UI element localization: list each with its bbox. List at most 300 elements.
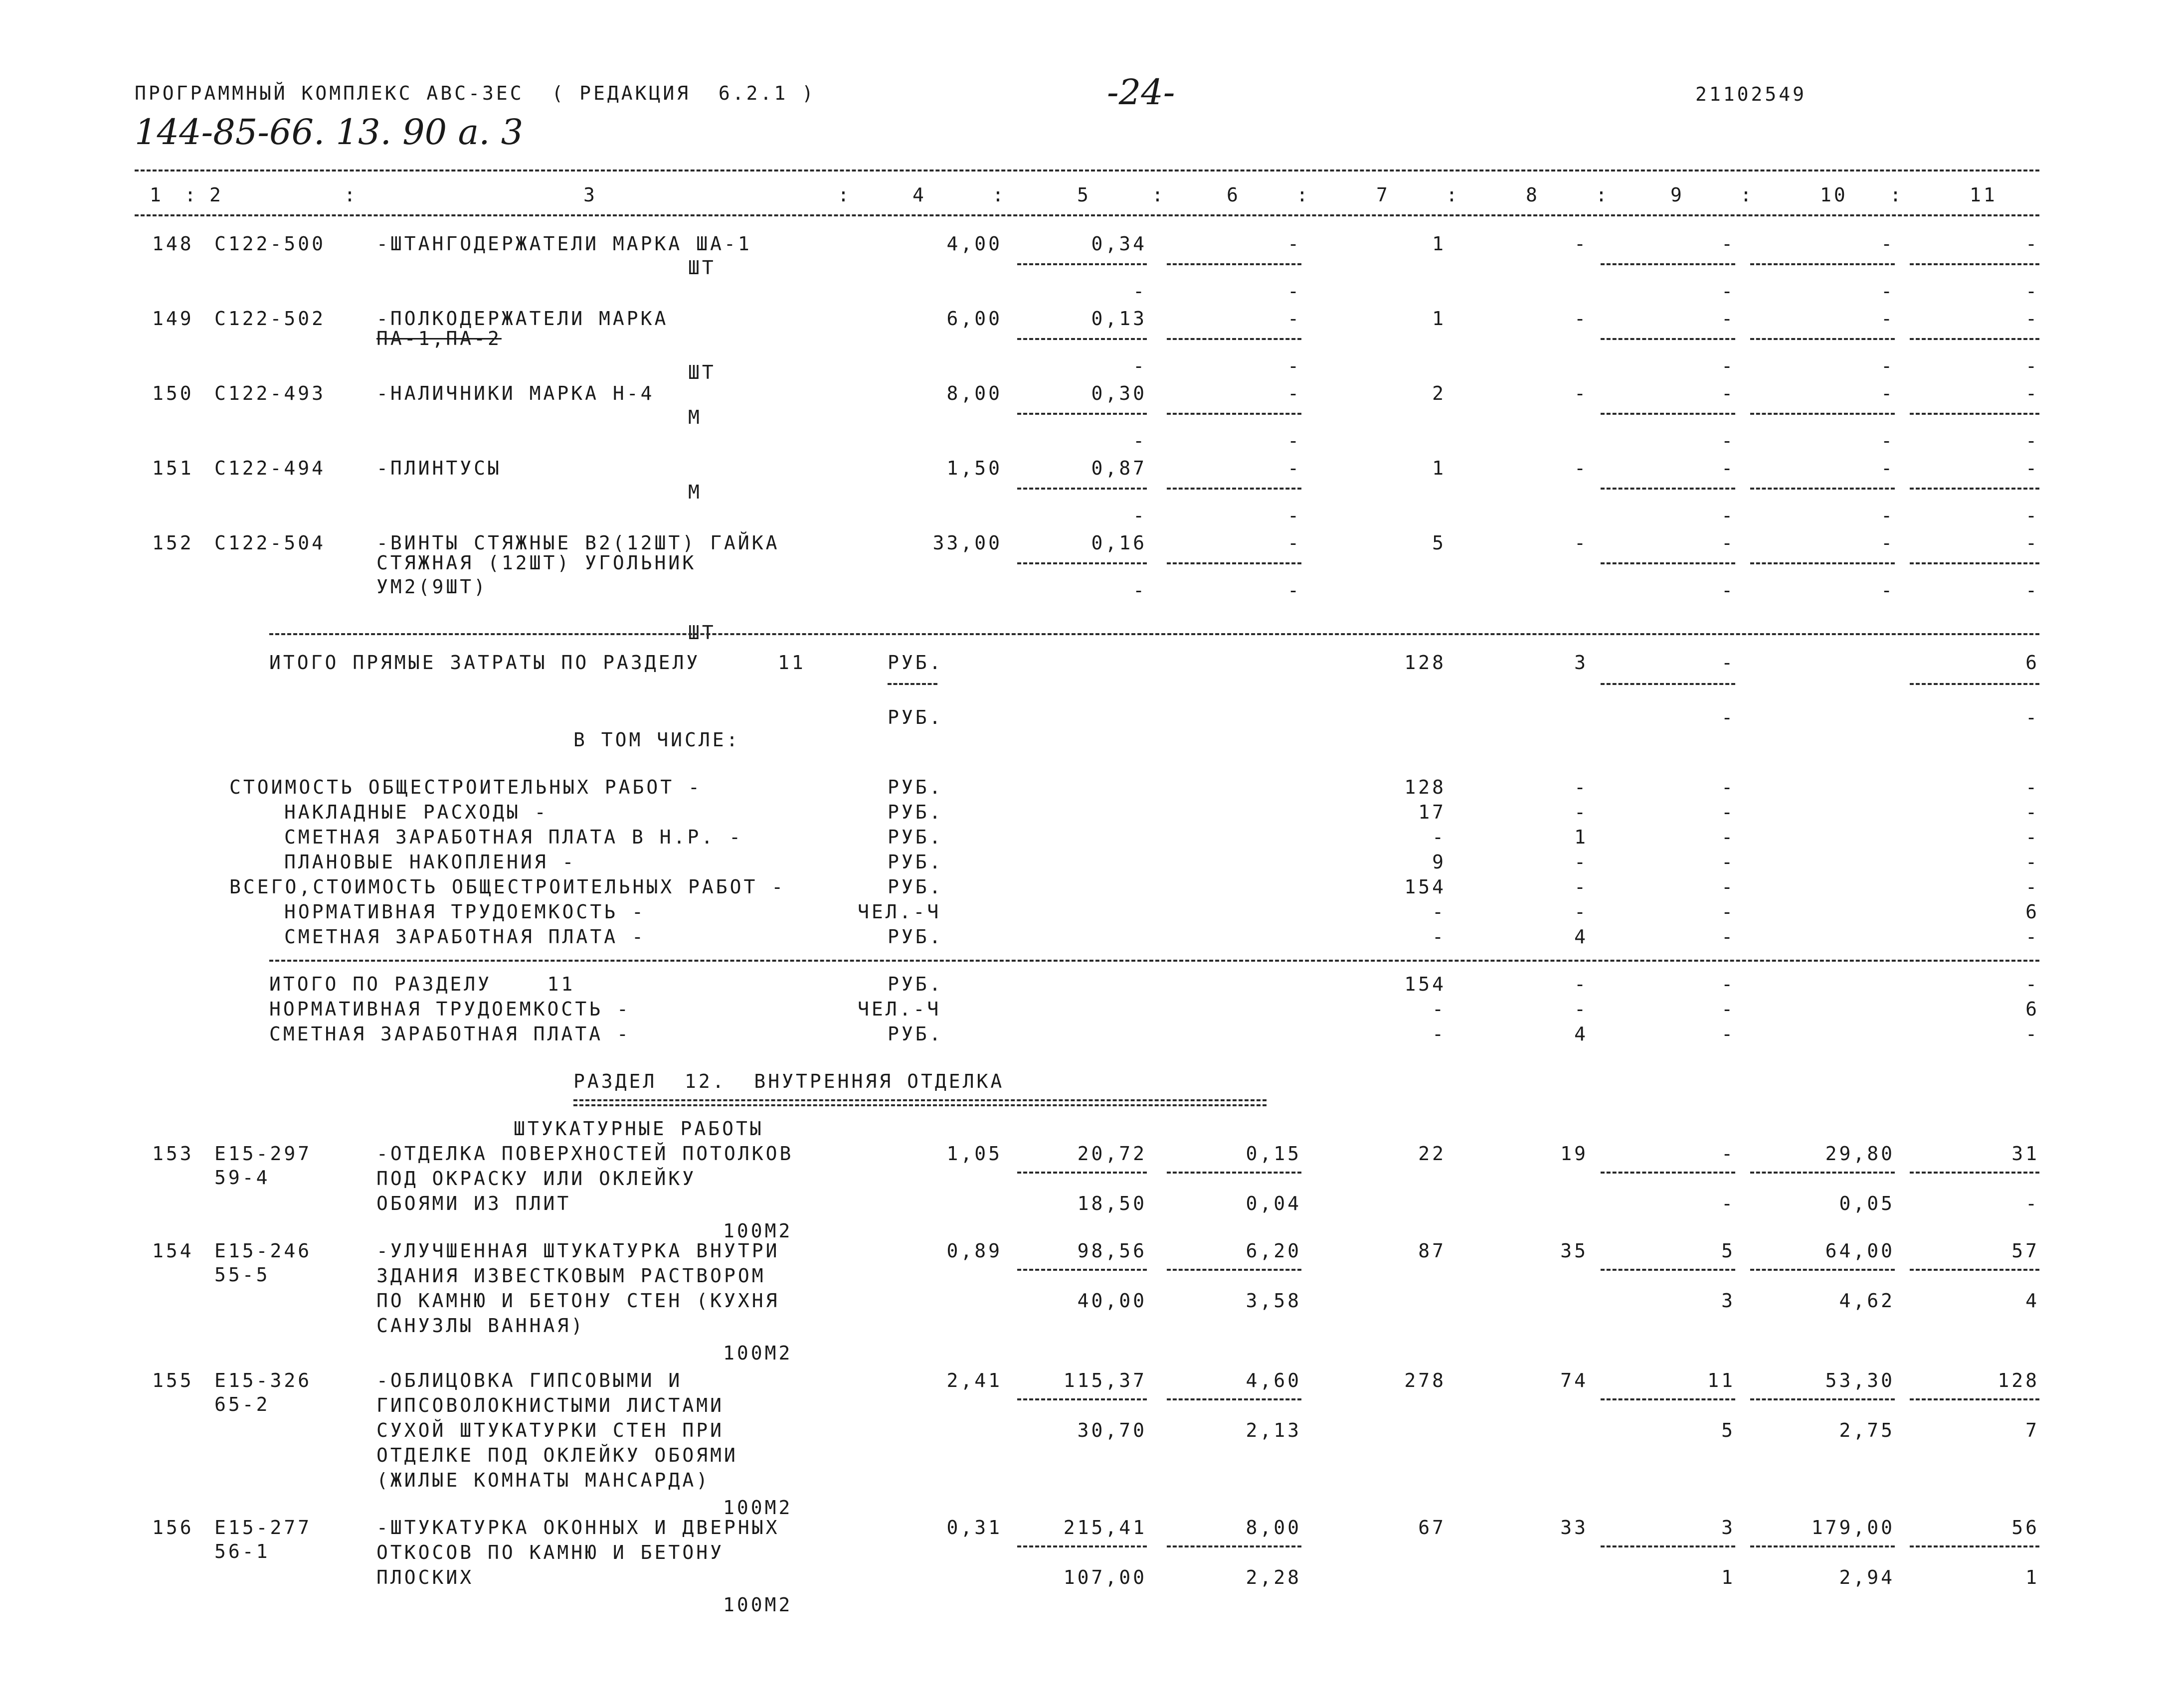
labor-unit: - [1881, 233, 1895, 255]
breakdown-label: СТОИМОСТЬ ОБЩЕСТРОИТЕЛЬНЫХ РАБОТ - [229, 776, 702, 798]
machine-wages-total: 5 [1721, 1419, 1735, 1441]
total-machines: - [1721, 308, 1735, 330]
breakdown-wages: 4 [1574, 926, 1588, 948]
column-separator: : [344, 184, 358, 206]
dashed-rule [135, 170, 2039, 171]
total-cost: 278 [1404, 1369, 1446, 1391]
labor-machinist-unit: - [1881, 430, 1895, 452]
breakdown-total: 154 [1404, 876, 1446, 898]
machine-wages-total: - [1721, 430, 1735, 452]
item-description: -НАЛИЧНИКИ МАРКА Н-4 [376, 382, 655, 404]
column-separator: : [1296, 184, 1310, 206]
dashed-rule [1910, 263, 2039, 265]
column-separator: : [838, 184, 852, 206]
item-description: -УЛУЧШЕННАЯ ШТУКАТУРКА ВНУТРИ [376, 1240, 780, 1262]
section-12-title: РАЗДЕЛ 12. ВНУТРЕННЯЯ ОТДЕЛКА [573, 1070, 1005, 1092]
unit-cost-total: 0,87 [1091, 457, 1147, 479]
dashed-rule [1017, 1269, 1147, 1271]
dashed-rule [1167, 1398, 1301, 1400]
unit-wages: - [1133, 505, 1147, 526]
breakdown-wages: - [1574, 876, 1588, 898]
item-number: 149 [152, 308, 194, 330]
section-total-labor: - [2025, 1023, 2039, 1045]
item-number: 156 [152, 1517, 194, 1538]
item-description: ГИПСОВОЛОКНИСТЫМИ ЛИСТАМИ [376, 1394, 724, 1416]
total-wages: - [1574, 457, 1588, 479]
total-machines: 11 [1707, 1369, 1735, 1391]
item-quantity: 0,31 [946, 1517, 1002, 1538]
labor-machinist-unit: 2,75 [1839, 1419, 1895, 1441]
labor-machinist-unit: - [1881, 355, 1895, 377]
breakdown-wages: - [1574, 776, 1588, 798]
direct-total: 128 [1404, 652, 1446, 674]
breakdown-machines: - [1721, 901, 1735, 923]
breakdown-labor: - [2025, 851, 2039, 873]
breakdown-labor: 6 [2025, 901, 2039, 923]
breakdown-labor: - [2025, 801, 2039, 823]
breakdown-labor: - [2025, 876, 2039, 898]
total-machines: - [1721, 532, 1735, 554]
column-header-1: 1 [150, 184, 164, 206]
breakdown-machines: - [1721, 851, 1735, 873]
labor-machinist-unit: 4,62 [1839, 1290, 1895, 1312]
breakdown-label: ВСЕГО,СТОИМОСТЬ ОБЩЕСТРОИТЕЛЬНЫХ РАБОТ - [229, 876, 786, 898]
labor-unit: 29,80 [1825, 1143, 1895, 1165]
section-total-cost: 154 [1404, 973, 1446, 995]
column-separator: : [1446, 184, 1460, 206]
dashed-rule [1167, 263, 1301, 265]
handwritten-reference: 144-85-66. 13. 90 а. 3 [135, 112, 524, 153]
breakdown-total: 128 [1404, 776, 1446, 798]
breakdown-unit: РУБ. [888, 851, 943, 873]
dashed-rule [1601, 562, 1735, 564]
labor-unit: - [1881, 532, 1895, 554]
section-12-subtitle: ШТУКАТУРНЫЕ РАБОТЫ [514, 1118, 764, 1140]
column-separator: : [184, 184, 198, 206]
column-header-7: 7 [1376, 184, 1390, 206]
unit-machine-wages: - [1287, 280, 1301, 302]
labor-total: 31 [2011, 1143, 2039, 1165]
section-total-wages: - [1574, 998, 1588, 1020]
breakdown-labor: - [2025, 776, 2039, 798]
section-total-machines: - [1721, 1023, 1735, 1045]
labor-unit: - [1881, 308, 1895, 330]
breakdown-label: СМЕТНАЯ ЗАРАБОТНАЯ ПЛАТА - [284, 926, 646, 948]
total-cost: 1 [1432, 233, 1446, 255]
labor-machinist-total: - [2025, 1193, 2039, 1214]
item-description: (ЖИЛЫЕ КОМНАТЫ МАНСАРДА) [376, 1469, 711, 1491]
unit-cost-machines: - [1287, 382, 1301, 404]
section-total-cost: - [1432, 998, 1446, 1020]
total-wages: 35 [1560, 1240, 1588, 1262]
unit-cost-total: 115,37 [1063, 1369, 1147, 1391]
item-code: Е15-246 [214, 1240, 312, 1262]
unit-machine-wages: 3,58 [1246, 1290, 1301, 1312]
dashed-rule [1167, 1545, 1301, 1547]
breakdown-machines: - [1721, 926, 1735, 948]
currency-unit: РУБ. [888, 706, 943, 728]
unit-machine-wages: 2,13 [1246, 1419, 1301, 1441]
item-description: ПЛОСКИХ [376, 1566, 474, 1588]
section-total-unit: ЧЕЛ.-Ч [858, 998, 941, 1020]
breakdown-label: СМЕТНАЯ ЗАРАБОТНАЯ ПЛАТА В Н.Р. - [284, 826, 743, 848]
unit-cost-machines: 4,60 [1246, 1369, 1301, 1391]
total-cost: 22 [1418, 1143, 1446, 1165]
dashed-rule [1910, 338, 2039, 340]
dashed-rule [1750, 263, 1895, 265]
dashed-rule [1017, 562, 1147, 564]
item-unit: 100М2 [723, 1220, 793, 1242]
item-unit: М [688, 481, 702, 503]
item-unit: ШТ [688, 361, 716, 383]
dashed-rule [1601, 1545, 1735, 1547]
breakdown-wages: 1 [1574, 826, 1588, 848]
unit-cost-machines: - [1287, 532, 1301, 554]
breakdown-machines: - [1721, 826, 1735, 848]
unit-wages: - [1133, 355, 1147, 377]
item-description: САНУЗЛЫ ВАННАЯ) [376, 1315, 585, 1337]
dashed-rule [1167, 1172, 1301, 1174]
breakdown-unit: РУБ. [888, 826, 943, 848]
item-quantity: 6,00 [946, 308, 1002, 330]
total-cost: 87 [1418, 1240, 1446, 1262]
item-code-secondary: 55-5 [214, 1264, 270, 1286]
total-wages: - [1574, 308, 1588, 330]
labor-machinist-unit: - [1881, 579, 1895, 601]
labor-total: 57 [2011, 1240, 2039, 1262]
column-header-6: 6 [1227, 184, 1241, 206]
column-separator: : [1596, 184, 1610, 206]
dashed-rule [1910, 1172, 2039, 1174]
breakdown-total: - [1432, 901, 1446, 923]
dashed-rule [1601, 263, 1735, 265]
program-title: ПРОГРАММНЫЙ КОМПЛЕКС АВС-ЗЕС ( РЕДАКЦИЯ 6.2.1 ) [135, 82, 816, 104]
dashed-rule [1750, 338, 1895, 340]
item-number: 154 [152, 1240, 194, 1262]
unit-cost-machines: - [1287, 457, 1301, 479]
total-wages: - [1574, 382, 1588, 404]
labor-total: - [2025, 382, 2039, 404]
labor-machinist-unit: - [1881, 280, 1895, 302]
dashed-rule [1601, 1398, 1735, 1400]
item-number: 152 [152, 532, 194, 554]
column-header-8: 8 [1526, 184, 1540, 206]
item-code: Е15-297 [214, 1143, 312, 1165]
dashed-rule [573, 1099, 1267, 1101]
unit-cost-machines: - [1287, 233, 1301, 255]
dashed-rule [269, 633, 2039, 635]
item-number: 155 [152, 1369, 194, 1391]
unit-wages: 40,00 [1077, 1290, 1147, 1312]
breakdown-wages: - [1574, 901, 1588, 923]
breakdown-unit: РУБ. [888, 776, 943, 798]
dashed-rule [1750, 488, 1895, 490]
labor-total: - [2025, 233, 2039, 255]
dashed-rule [1167, 488, 1301, 490]
unit-cost-total: 98,56 [1077, 1240, 1147, 1262]
total-cost: 67 [1418, 1517, 1446, 1538]
labor-unit: 179,00 [1811, 1517, 1895, 1538]
item-code-secondary: 56-1 [214, 1540, 270, 1562]
unit-wages: - [1133, 579, 1147, 601]
item-unit: ШТ [688, 622, 716, 644]
unit-cost-total: 0,30 [1091, 382, 1147, 404]
direct-machine-wages: - [1721, 706, 1735, 728]
breakdown-total: 9 [1432, 851, 1446, 873]
breakdown-machines: - [1721, 776, 1735, 798]
item-code-secondary: 65-2 [214, 1393, 270, 1415]
direct-labor: 6 [2025, 652, 2039, 674]
item-quantity: 4,00 [946, 233, 1002, 255]
dashed-rule [135, 214, 2039, 216]
dashed-rule [1910, 1545, 2039, 1547]
section-total-cost: - [1432, 1023, 1446, 1045]
total-machines: 3 [1721, 1517, 1735, 1538]
dashed-rule [1167, 562, 1301, 564]
item-code: С122-493 [214, 382, 326, 404]
item-description: СТЯЖНАЯ (12ШТ) УГОЛЬНИК [376, 552, 697, 574]
breakdown-total: - [1432, 826, 1446, 848]
dashed-rule [1601, 683, 1735, 685]
direct-wages: 3 [1574, 652, 1588, 674]
item-description: -ШТУКАТУРКА ОКОННЫХ И ДВЕРНЫХ [376, 1517, 780, 1538]
item-description: ОТДЕЛКЕ ПОД ОКЛЕЙКУ ОБОЯМИ [376, 1444, 738, 1466]
direct-costs-label: ИТОГО ПРЯМЫЕ ЗАТРАТЫ ПО РАЗДЕЛУ [269, 652, 701, 674]
breakdown-label: ПЛАНОВЫЕ НАКОПЛЕНИЯ - [284, 851, 576, 873]
labor-machinist-unit: - [1881, 505, 1895, 526]
labor-machinist-total: 1 [2025, 1566, 2039, 1588]
total-machines: - [1721, 382, 1735, 404]
dashed-rule [888, 683, 937, 685]
section-total-unit: РУБ. [888, 1023, 943, 1045]
dashed-rule [573, 1104, 1267, 1106]
unit-cost-machines: - [1287, 308, 1301, 330]
dashed-rule [1601, 488, 1735, 490]
item-description: ОБОЯМИ ИЗ ПЛИТ [376, 1193, 571, 1214]
unit-wages: 107,00 [1063, 1566, 1147, 1588]
labor-unit: - [1881, 382, 1895, 404]
total-wages: 19 [1560, 1143, 1588, 1165]
item-quantity: 1,50 [946, 457, 1002, 479]
item-unit: 100М2 [723, 1342, 793, 1364]
dashed-rule [1910, 413, 2039, 415]
breakdown-labor: - [2025, 826, 2039, 848]
dashed-rule [1167, 1269, 1301, 1271]
section-total-wages: - [1574, 973, 1588, 995]
labor-unit: - [1881, 457, 1895, 479]
labor-machinist-total: - [2025, 505, 2039, 526]
unit-wages: - [1133, 430, 1147, 452]
column-separator: : [1152, 184, 1166, 206]
labor-machinist-total: - [2025, 430, 2039, 452]
dashed-rule [1601, 1172, 1735, 1174]
dashed-rule [1017, 413, 1147, 415]
section-total-label: СМЕТНАЯ ЗАРАБОТНАЯ ПЛАТА - [269, 1023, 631, 1045]
item-description: ПОД ОКРАСКУ ИЛИ ОКЛЕЙКУ [376, 1168, 697, 1190]
column-header-2: 2 [209, 184, 223, 206]
dashed-rule [1017, 338, 1147, 340]
unit-cost-machines: 6,20 [1246, 1240, 1301, 1262]
unit-cost-machines: 0,15 [1246, 1143, 1301, 1165]
unit-cost-total: 20,72 [1077, 1143, 1147, 1165]
item-description: -ШТАНГОДЕРЖАТЕЛИ МАРКА ША-1 [376, 233, 752, 255]
total-wages: - [1574, 233, 1588, 255]
machine-wages-total: 1 [1721, 1566, 1735, 1588]
labor-machinist-total: - [2025, 579, 2039, 601]
column-header-10: 10 [1820, 184, 1848, 206]
total-wages: 33 [1560, 1517, 1588, 1538]
unit-wages: - [1133, 280, 1147, 302]
labor-machinist-total: 7 [2025, 1419, 2039, 1441]
dashed-rule [1601, 413, 1735, 415]
total-cost: 5 [1432, 532, 1446, 554]
section-total-label: ИТОГО ПО РАЗДЕЛУ 11 [269, 973, 575, 995]
item-description: ОТКОСОВ ПО КАМНЮ И БЕТОНУ [376, 1541, 724, 1563]
breakdown-wages: - [1574, 851, 1588, 873]
breakdown-unit: РУБ. [888, 926, 943, 948]
column-header-9: 9 [1670, 184, 1684, 206]
dashed-rule [1910, 488, 2039, 490]
labor-unit: 53,30 [1825, 1369, 1895, 1391]
item-description: СУХОЙ ШТУКАТУРКИ СТЕН ПРИ [376, 1419, 724, 1441]
dashed-rule [1017, 263, 1147, 265]
item-unit: М [688, 406, 702, 428]
item-description: ПО КАМНЮ И БЕТОНУ СТЕН (КУХНЯ [376, 1290, 780, 1312]
dashed-rule [1017, 1398, 1147, 1400]
unit-machine-wages: - [1287, 579, 1301, 601]
item-quantity: 2,41 [946, 1369, 1002, 1391]
breakdown-machines: - [1721, 876, 1735, 898]
labor-unit: 64,00 [1825, 1240, 1895, 1262]
total-machines: - [1721, 233, 1735, 255]
dashed-rule [1910, 1398, 2039, 1400]
breakdown-label: НОРМАТИВНАЯ ТРУДОЕМКОСТЬ - [284, 901, 646, 923]
dashed-rule [1910, 1269, 2039, 1271]
dashed-rule [1750, 413, 1895, 415]
item-number: 153 [152, 1143, 194, 1165]
item-number: 148 [152, 233, 194, 255]
item-code: С122-494 [214, 457, 326, 479]
labor-machinist-unit: 2,94 [1839, 1566, 1895, 1588]
breakdown-machines: - [1721, 801, 1735, 823]
machine-wages-total: - [1721, 1193, 1735, 1214]
total-cost: 2 [1432, 382, 1446, 404]
dashed-rule [1750, 1545, 1895, 1547]
labor-machinist-total: 4 [2025, 1290, 2039, 1312]
item-description: ЗДАНИЯ ИЗВЕСТКОВЫМ РАСТВОРОМ [376, 1265, 766, 1287]
item-description: -ОБЛИЦОВКА ГИПСОВЫМИ И [376, 1369, 683, 1391]
machine-wages-total: 3 [1721, 1290, 1735, 1312]
unit-cost-total: 0,16 [1091, 532, 1147, 554]
item-quantity: 8,00 [946, 382, 1002, 404]
machine-wages-total: - [1721, 579, 1735, 601]
item-unit: ШТ [688, 257, 716, 279]
labor-total: - [2025, 457, 2039, 479]
unit-machine-wages: - [1287, 505, 1301, 526]
item-description: УМ2(9ШТ) [376, 576, 488, 598]
column-header-5: 5 [1077, 184, 1091, 206]
labor-total: - [2025, 308, 2039, 330]
breakdown-labor: - [2025, 926, 2039, 948]
item-code: Е15-277 [214, 1517, 312, 1538]
item-unit: 100М2 [723, 1594, 793, 1616]
item-quantity: 0,89 [946, 1240, 1002, 1262]
direct-labor-machinist: - [2025, 706, 2039, 728]
item-description: ПА-1,ПА-2 [376, 328, 502, 349]
dashed-rule [1750, 1398, 1895, 1400]
unit-machine-wages: 0,04 [1246, 1193, 1301, 1214]
item-quantity: 1,05 [946, 1143, 1002, 1165]
breakdown-wages: - [1574, 801, 1588, 823]
unit-machine-wages: 2,28 [1246, 1566, 1301, 1588]
breakdown-total: 17 [1418, 801, 1446, 823]
breakdown-unit: ЧЕЛ.-Ч [858, 901, 941, 923]
machine-wages-total: - [1721, 505, 1735, 526]
unit-machine-wages: - [1287, 355, 1301, 377]
total-machines: 5 [1721, 1240, 1735, 1262]
currency-unit: РУБ. [888, 652, 943, 674]
item-description: -ПОЛКОДЕРЖАТЕЛИ МАРКА [376, 308, 669, 330]
direct-machines: - [1721, 652, 1735, 674]
unit-cost-machines: 8,00 [1246, 1517, 1301, 1538]
labor-total: - [2025, 532, 2039, 554]
dashed-rule [1017, 1172, 1147, 1174]
labor-machinist-total: - [2025, 280, 2039, 302]
section-total-labor: 6 [2025, 998, 2039, 1020]
unit-cost-total: 0,13 [1091, 308, 1147, 330]
item-unit: 100М2 [723, 1497, 793, 1519]
dashed-rule [1167, 413, 1301, 415]
item-description: -ОТДЕЛКА ПОВЕРХНОСТЕЙ ПОТОЛКОВ [376, 1143, 794, 1165]
dashed-rule [1910, 562, 2039, 564]
section-total-machines: - [1721, 998, 1735, 1020]
dashed-rule [1750, 1269, 1895, 1271]
dashed-rule [269, 960, 2039, 962]
dashed-rule [1017, 488, 1147, 490]
item-description: -ПЛИНТУСЫ [376, 457, 502, 479]
item-code: С122-502 [214, 308, 326, 330]
section-total-machines: - [1721, 973, 1735, 995]
unit-cost-total: 0,34 [1091, 233, 1147, 255]
total-cost: 1 [1432, 457, 1446, 479]
column-header-11: 11 [1970, 184, 1997, 206]
breakdown-unit: РУБ. [888, 876, 943, 898]
section-total-label: НОРМАТИВНАЯ ТРУДОЕМКОСТЬ - [269, 998, 631, 1020]
item-number: 150 [152, 382, 194, 404]
dashed-rule [1750, 562, 1895, 564]
section-total-labor: - [2025, 973, 2039, 995]
total-machines: - [1721, 457, 1735, 479]
machine-wages-total: - [1721, 355, 1735, 377]
dashed-rule [1750, 1172, 1895, 1174]
section-number: 11 [778, 652, 806, 674]
dashed-rule [1910, 683, 2039, 685]
breakdown-total: - [1432, 926, 1446, 948]
column-header-3: 3 [583, 184, 597, 206]
section-total-wages: 4 [1574, 1023, 1588, 1045]
total-machines: - [1721, 1143, 1735, 1165]
unit-machine-wages: - [1287, 430, 1301, 452]
dashed-rule [1167, 338, 1301, 340]
total-wages: 74 [1560, 1369, 1588, 1391]
column-separator: : [1740, 184, 1754, 206]
dashed-rule [1601, 338, 1735, 340]
item-code: С122-500 [214, 233, 326, 255]
item-number: 151 [152, 457, 194, 479]
unit-wages: 30,70 [1077, 1419, 1147, 1441]
dashed-rule [1601, 1269, 1735, 1271]
machine-wages-total: - [1721, 280, 1735, 302]
